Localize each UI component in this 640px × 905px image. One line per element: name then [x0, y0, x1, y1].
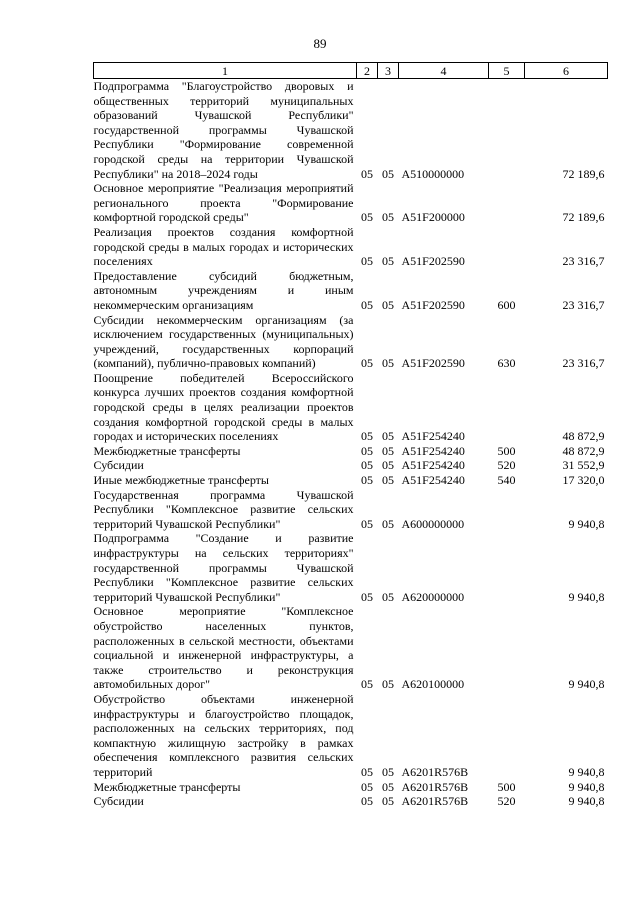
row-csr-code: А620000000 [401, 589, 465, 604]
row-subsection: 05 [382, 166, 394, 181]
row-csr-code: А51F254240 [401, 473, 465, 488]
row-expense-type: 500 [497, 779, 516, 794]
row-section: 05 [361, 589, 373, 604]
row-amount: 17 320,0 [562, 473, 605, 488]
row-section: 05 [361, 764, 373, 779]
row-amount: 9 940,8 [568, 779, 605, 794]
row-expense-type: 500 [497, 443, 516, 458]
table-header [94, 63, 608, 79]
row-csr-code: А6201R576В [401, 779, 469, 794]
row-section: 05 [361, 297, 373, 312]
row-expense-type: 540 [497, 473, 516, 488]
row-name: Реализация проектов создания комфортной городской среды в малых городах и исторических поселениях [93, 224, 354, 269]
row-section: 05 [361, 254, 373, 269]
table-body [94, 79, 608, 809]
row-csr-code: А6201R576В [401, 764, 469, 779]
row-name: Межбюджетные трансферты [93, 779, 241, 794]
table-row [94, 458, 608, 473]
table-row [94, 313, 608, 371]
row-name: Основное мероприятие "Реализация мероприятий регионального проекта "Формирование комфортной городской среды" [93, 181, 354, 225]
row-amount: 72 189,6 [562, 166, 605, 181]
row-amount: 9 940,8 [568, 589, 605, 604]
row-expense-type [489, 531, 525, 604]
row-expense-type [489, 371, 525, 444]
row-subsection: 05 [382, 356, 394, 371]
row-expense-type [489, 488, 525, 532]
row-section: 05 [361, 779, 373, 794]
row-amount: 9 940,8 [568, 677, 605, 692]
row-expense-type [489, 79, 525, 182]
header-cell-expense-type: 5 [489, 63, 525, 79]
row-name: Основное мероприятие "Комплексное обустройство населенных пунктов, расположенных в сельской местности, объектами социальной и инженерной инфраструктуры, а также строительство и реконструкция автомобильных дорог" [93, 604, 354, 692]
row-csr-code: А51F202590 [401, 254, 465, 269]
row-subsection: 05 [382, 589, 394, 604]
row-name: Подпрограмма "Благоустройство дворовых и общественных территорий муниципальных образований Чувашской Республики" государственной программы Чувашской Республики "Формирование современной городской среды на территории Чувашской Республики" на 2018–2024 годы [93, 79, 354, 181]
row-section: 05 [361, 458, 373, 473]
row-subsection: 05 [382, 677, 394, 692]
row-csr-code: А6201R576В [401, 794, 469, 809]
row-csr-code: А51F254240 [401, 429, 465, 444]
table-row [94, 531, 608, 604]
row-expense-type [489, 604, 525, 692]
row-amount: 9 940,8 [568, 516, 605, 531]
row-name: Субсидии [93, 794, 144, 809]
header-cell-csr: 4 [399, 63, 489, 79]
row-subsection: 05 [382, 429, 394, 444]
row-csr-code: А510000000 [401, 166, 465, 181]
row-section: 05 [361, 210, 373, 225]
row-subsection: 05 [382, 794, 394, 809]
row-name: Государственная программа Чувашской Республики "Комплексное развитие сельских территорий Чувашской Республики" [93, 487, 354, 531]
row-amount: 23 316,7 [562, 254, 605, 269]
row-subsection: 05 [382, 210, 394, 225]
header-cell-amount: 6 [525, 63, 608, 79]
row-name: Предоставление субсидий бюджетным, автономным учреждениям и иным некоммерческим организациям [93, 268, 354, 312]
row-amount: 9 940,8 [568, 794, 605, 809]
row-section: 05 [361, 356, 373, 371]
row-amount: 48 872,9 [562, 429, 605, 444]
table-row [94, 269, 608, 313]
row-expense-type [489, 692, 525, 780]
header-cell-name: 1 [94, 63, 357, 79]
table-row [94, 225, 608, 269]
row-subsection: 05 [382, 297, 394, 312]
row-expense-type [489, 225, 525, 269]
row-section: 05 [361, 443, 373, 458]
row-subsection: 05 [382, 443, 394, 458]
row-csr-code: А620100000 [401, 677, 465, 692]
header-row [94, 63, 608, 79]
row-name: Обустройство объектами инженерной инфраструктуры и благоустройство площадок, расположенных на сельских территориях, под компактную жилищную застройку в рамках обеспечения комплексного развития сельских территорий [93, 691, 354, 779]
table-row [94, 604, 608, 692]
row-name: Поощрение победителей Всероссийского конкурса лучших проектов создания комфортной городской среды в целях реализации проектов создания комфортной городской среды в малых городах и исторических поселениях [93, 370, 354, 444]
row-amount: 9 940,8 [568, 764, 605, 779]
row-section: 05 [361, 429, 373, 444]
row-csr-code: А51F200000 [401, 210, 465, 225]
table-row [94, 473, 608, 488]
row-name: Субсидии [93, 458, 144, 473]
table-row [94, 794, 608, 809]
table-row [94, 488, 608, 532]
header-cell-subsection: 3 [378, 63, 399, 79]
row-section: 05 [361, 677, 373, 692]
table-row [94, 780, 608, 795]
row-subsection: 05 [382, 254, 394, 269]
table-row [94, 444, 608, 459]
row-expense-type [489, 181, 525, 225]
table-row [94, 181, 608, 225]
row-section: 05 [361, 794, 373, 809]
row-expense-type: 600 [497, 297, 516, 312]
page-number: 89 [313, 36, 327, 51]
row-name: Подпрограмма "Создание и развитие инфраструктуры на сельских территориях" государственной программы Чувашской Республики "Комплексное развитие сельских территорий Чувашской Республики" [93, 531, 354, 604]
budget-table [93, 62, 608, 809]
row-subsection: 05 [382, 473, 394, 488]
table-row [94, 692, 608, 780]
row-csr-code: А600000000 [401, 516, 465, 531]
row-amount: 48 872,9 [562, 443, 605, 458]
row-name: Иные межбюджетные трансферты [93, 473, 269, 488]
row-name: Субсидии некоммерческим организациям (за исключением государственных (муниципальных) учреждений, государственных корпораций (компаний), публично-правовых компаний) [93, 312, 354, 371]
row-expense-type: 520 [497, 794, 516, 809]
row-expense-type: 630 [497, 356, 516, 371]
row-subsection: 05 [382, 764, 394, 779]
row-name: Межбюджетные трансферты [93, 443, 241, 458]
row-csr-code: А51F254240 [401, 443, 465, 458]
row-section: 05 [361, 473, 373, 488]
row-amount: 31 552,9 [562, 458, 605, 473]
row-subsection: 05 [382, 779, 394, 794]
header-cell-section: 2 [357, 63, 378, 79]
row-amount: 23 316,7 [562, 356, 605, 371]
row-subsection: 05 [382, 458, 394, 473]
row-expense-type: 520 [497, 458, 516, 473]
row-csr-code: А51F254240 [401, 458, 465, 473]
table-row [94, 79, 608, 182]
table-row [94, 371, 608, 444]
row-section: 05 [361, 166, 373, 181]
row-subsection: 05 [382, 516, 394, 531]
row-amount: 23 316,7 [562, 297, 605, 312]
row-csr-code: А51F202590 [401, 297, 465, 312]
row-amount: 72 189,6 [562, 210, 605, 225]
row-section: 05 [361, 516, 373, 531]
row-csr-code: А51F202590 [401, 356, 465, 371]
